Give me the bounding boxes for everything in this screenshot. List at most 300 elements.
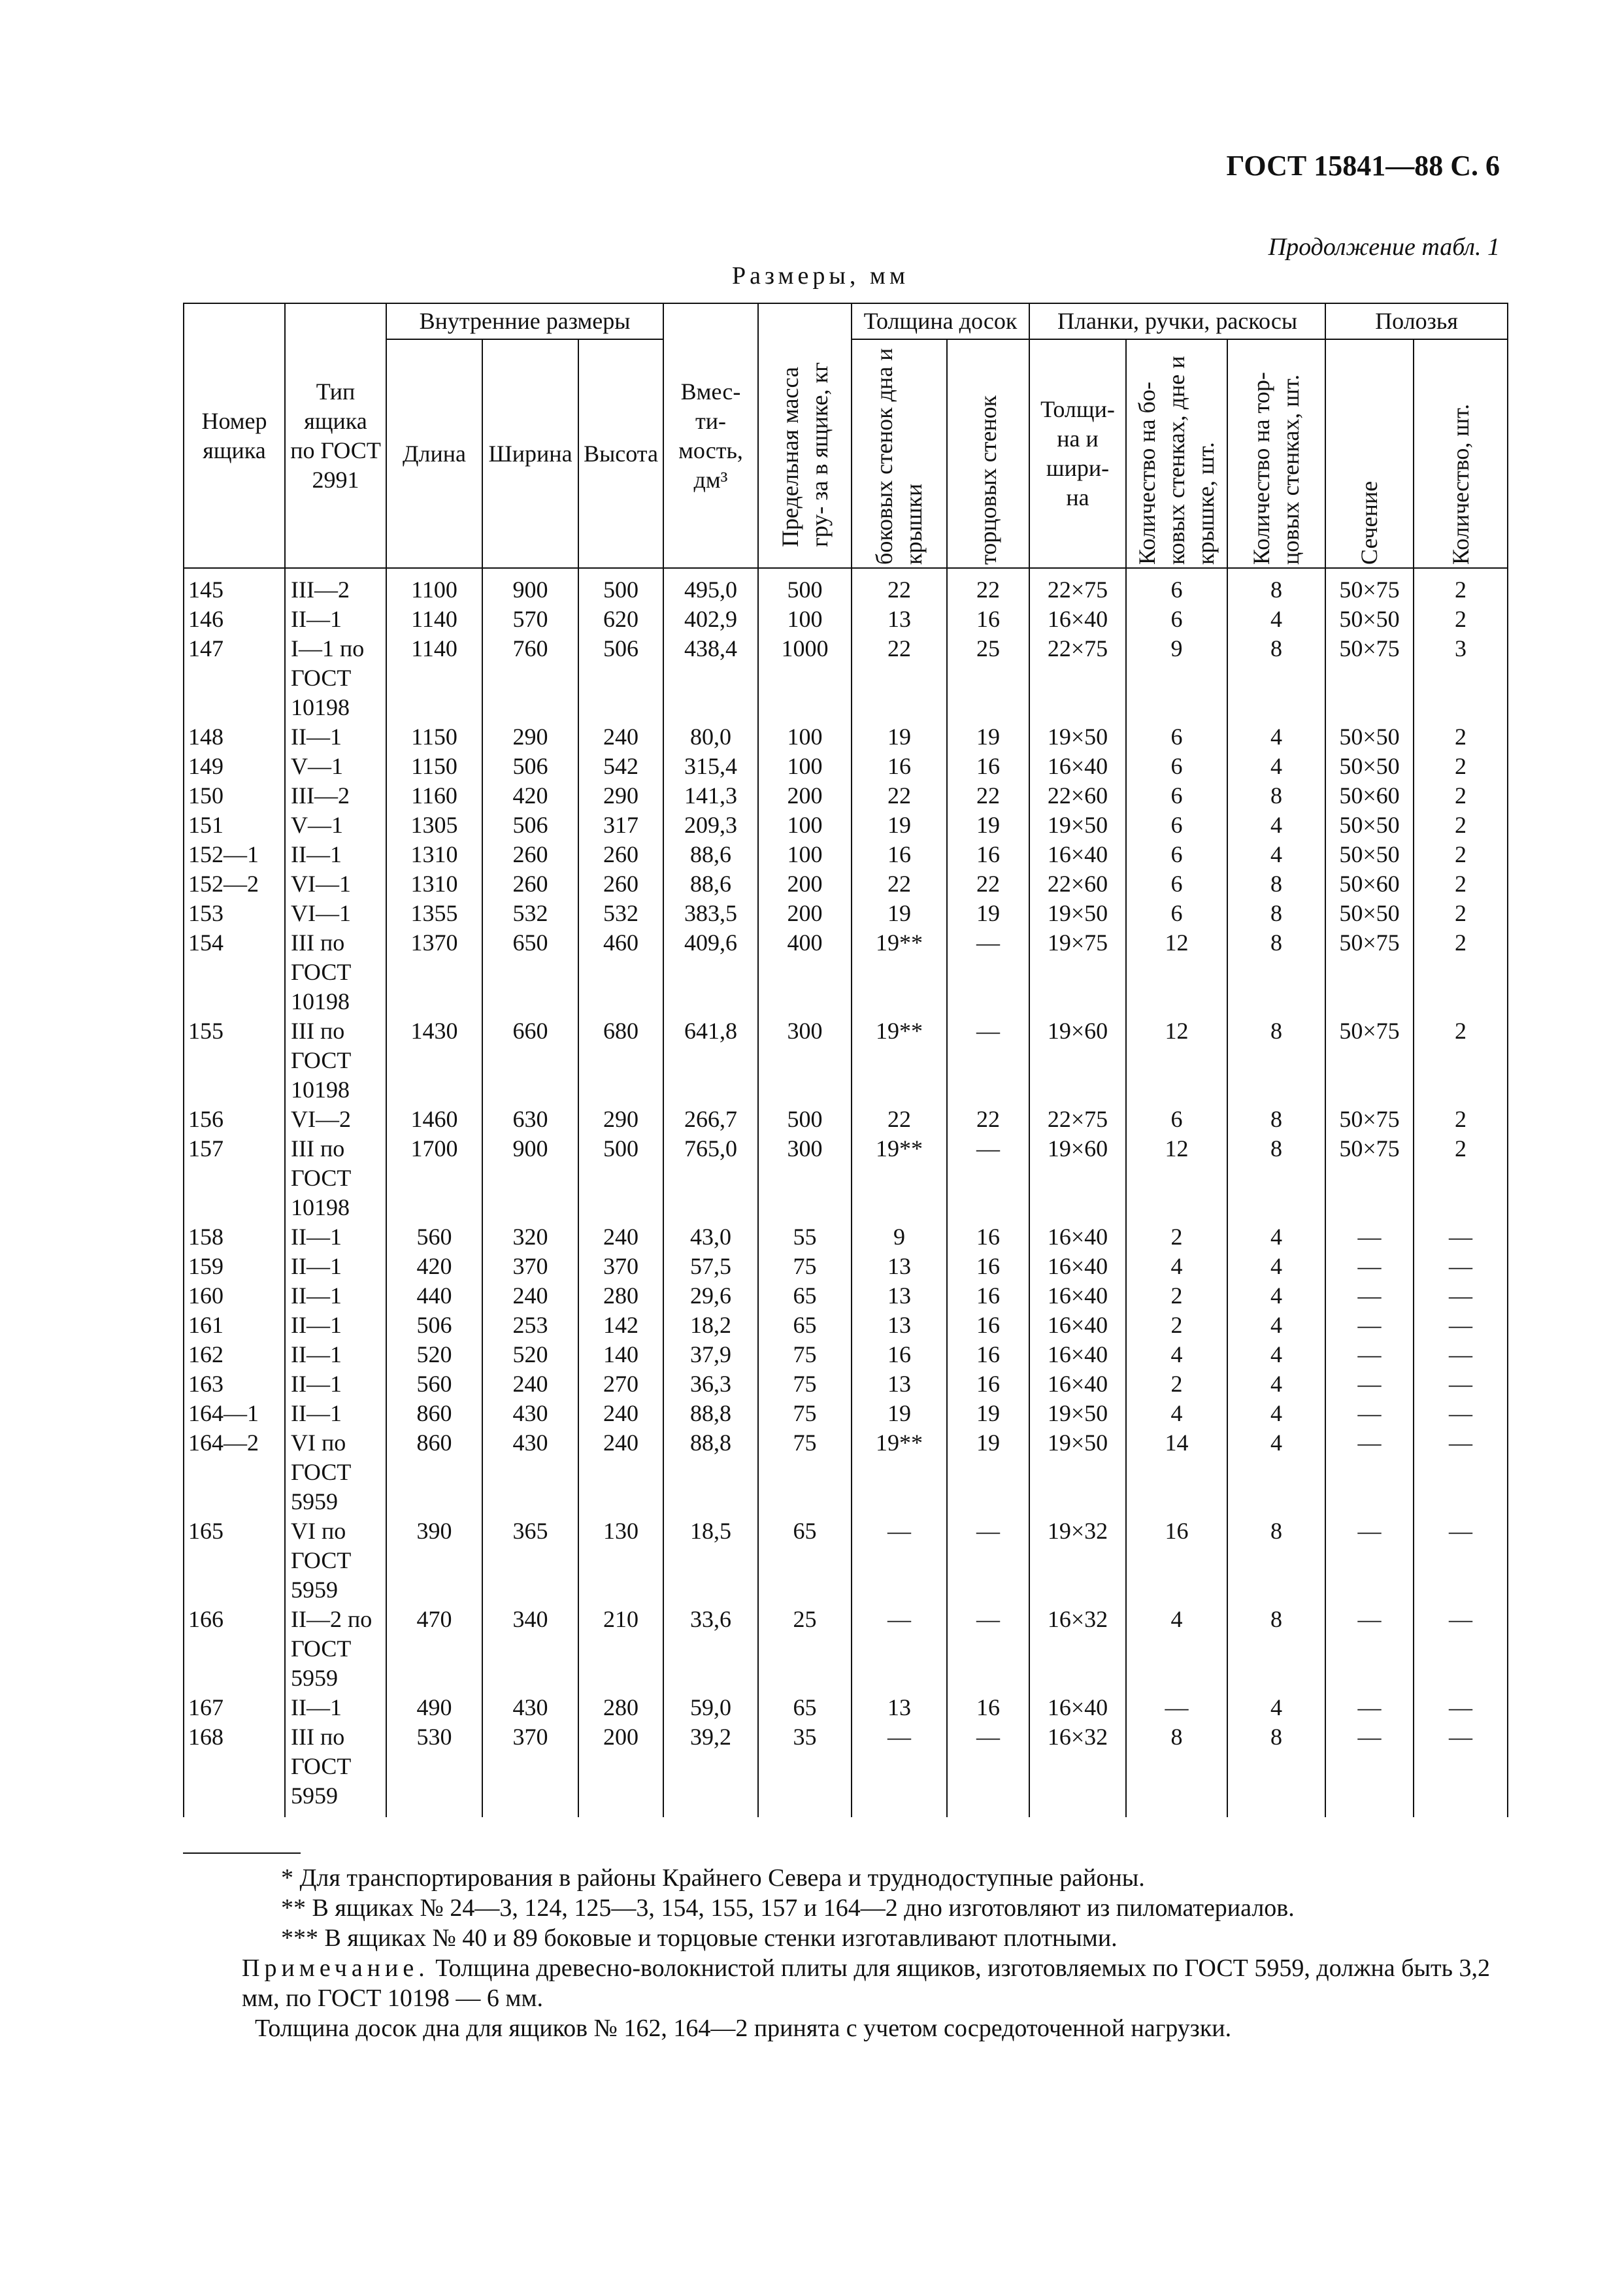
cell-max-mass: 65 [758, 1311, 852, 1340]
cell-qty-end: 4 [1227, 1222, 1325, 1252]
cell-skid-qty: — [1414, 1428, 1508, 1516]
cell-skid-section: — [1325, 1516, 1414, 1605]
cell-length: 520 [386, 1340, 482, 1369]
cell-skid-section: 50×50 [1325, 752, 1414, 781]
cell-qty-side: 6 [1126, 840, 1227, 869]
cell-end-boards: — [947, 1516, 1029, 1605]
cell-capacity: 88,6 [663, 869, 758, 899]
cell-skid-qty: 3 [1414, 634, 1508, 722]
cell-height: 260 [578, 869, 663, 899]
cell-skid-section: 50×60 [1325, 781, 1414, 811]
cell-qty-side: 4 [1126, 1399, 1227, 1428]
footnote-rule [183, 1852, 301, 1854]
cell-side-boards: 22 [852, 869, 947, 899]
cell-qty-side: 14 [1126, 1428, 1227, 1516]
cell-qty-side: 4 [1126, 1605, 1227, 1693]
table-row [184, 568, 1508, 605]
cell-slat-size: 16×40 [1029, 1281, 1126, 1311]
cell-capacity: 36,3 [663, 1369, 758, 1399]
cell-skid-section: — [1325, 1340, 1414, 1369]
header-skid-qty [1414, 339, 1508, 568]
cell-box-number: 165 [184, 1516, 285, 1605]
cell-skid-qty: — [1414, 1605, 1508, 1693]
cell-qty-end: 4 [1227, 1340, 1325, 1369]
cell-qty-end: 4 [1227, 722, 1325, 752]
cell-skid-qty: 2 [1414, 1105, 1508, 1134]
cell-height: 280 [578, 1693, 663, 1722]
cell-skid-qty: — [1414, 1311, 1508, 1340]
cell-max-mass: 75 [758, 1399, 852, 1428]
cell-max-mass: 65 [758, 1516, 852, 1605]
cell-max-mass: 75 [758, 1369, 852, 1399]
table-continuation: Продолжение табл. 1 [1268, 233, 1500, 261]
header-box-type: Тип ящика по ГОСТ 2991 [285, 303, 386, 568]
note-label: Примечание. [242, 1954, 429, 1982]
cell-length: 1150 [386, 722, 482, 752]
cell-end-boards: 25 [947, 634, 1029, 722]
cell-box-number: 167 [184, 1693, 285, 1722]
cell-capacity: 641,8 [663, 1016, 758, 1105]
cell-end-boards: 19 [947, 899, 1029, 928]
cell-width: 320 [482, 1222, 578, 1252]
cell-length: 1700 [386, 1134, 482, 1222]
header-box-number: Номер ящика [184, 303, 285, 568]
cell-skid-section: 50×75 [1325, 568, 1414, 605]
cell-box-type: II—1 [285, 1369, 386, 1399]
cell-qty-side: 12 [1126, 1016, 1227, 1105]
cell-skid-section: 50×50 [1325, 899, 1414, 928]
cell-qty-end: 8 [1227, 1134, 1325, 1222]
cell-box-type: III—2 [285, 781, 386, 811]
cell-box-type: III—2 [285, 568, 386, 605]
table-row [184, 1516, 1508, 1605]
cell-skid-qty: — [1414, 1281, 1508, 1311]
cell-box-type: V—1 [285, 752, 386, 781]
cell-box-number: 147 [184, 634, 285, 722]
cell-box-number: 155 [184, 1016, 285, 1105]
cell-qty-side: 2 [1126, 1369, 1227, 1399]
cell-skid-section: 50×75 [1325, 1134, 1414, 1222]
cell-side-boards: 22 [852, 1105, 947, 1134]
cell-box-type: III по ГОСТ 10198 [285, 1134, 386, 1222]
cell-length: 1310 [386, 840, 482, 869]
cell-skid-section: — [1325, 1722, 1414, 1817]
cell-box-type: VI—1 [285, 899, 386, 928]
header-height: Высота [578, 339, 663, 568]
cell-length: 1370 [386, 928, 482, 1016]
cell-width: 260 [482, 840, 578, 869]
cell-slat-size: 19×50 [1029, 811, 1126, 840]
cell-slat-size: 19×50 [1029, 899, 1126, 928]
cell-side-boards: 13 [852, 1252, 947, 1281]
cell-skid-qty: 2 [1414, 869, 1508, 899]
header-slat-size: Толщи- на и шири- на [1029, 339, 1126, 568]
cell-box-number: 152—1 [184, 840, 285, 869]
cell-slat-size: 16×40 [1029, 1693, 1126, 1722]
table-row [184, 899, 1508, 928]
cell-width: 430 [482, 1428, 578, 1516]
cell-max-mass: 100 [758, 840, 852, 869]
cell-side-boards: 19** [852, 1134, 947, 1222]
cell-qty-end: 4 [1227, 1693, 1325, 1722]
cell-skid-qty: 2 [1414, 605, 1508, 634]
footnote-1: * Для транспортирования в районы Крайнего Севера и труднодоступные районы. [281, 1864, 1145, 1892]
cell-width: 506 [482, 811, 578, 840]
cell-height: 460 [578, 928, 663, 1016]
header-end-boards-text: торцовых стенок [974, 395, 1001, 565]
table-row [184, 869, 1508, 899]
cell-slat-size: 19×60 [1029, 1016, 1126, 1105]
cell-capacity: 43,0 [663, 1222, 758, 1252]
cell-end-boards: 19 [947, 1428, 1029, 1516]
cell-height: 142 [578, 1311, 663, 1340]
cell-box-type: II—2 по ГОСТ 5959 [285, 1605, 386, 1693]
cell-max-mass: 300 [758, 1016, 852, 1105]
cell-box-number: 157 [184, 1134, 285, 1222]
cell-side-boards: — [852, 1516, 947, 1605]
cell-box-number: 166 [184, 1605, 285, 1693]
cell-side-boards: — [852, 1722, 947, 1817]
cell-box-number: 150 [184, 781, 285, 811]
cell-side-boards: 13 [852, 1693, 947, 1722]
cell-skid-qty: — [1414, 1399, 1508, 1428]
cell-height: 506 [578, 634, 663, 722]
cell-box-number: 163 [184, 1369, 285, 1399]
cell-box-number: 145 [184, 568, 285, 605]
cell-qty-side: 2 [1126, 1222, 1227, 1252]
cell-end-boards: 19 [947, 722, 1029, 752]
cell-max-mass: 75 [758, 1252, 852, 1281]
cell-end-boards: 16 [947, 1693, 1029, 1722]
cell-skid-qty: — [1414, 1516, 1508, 1605]
cell-end-boards: 16 [947, 752, 1029, 781]
cell-skid-qty: 2 [1414, 840, 1508, 869]
cell-qty-end: 8 [1227, 781, 1325, 811]
cell-capacity: 495,0 [663, 568, 758, 605]
cell-length: 1140 [386, 605, 482, 634]
cell-capacity: 266,7 [663, 1105, 758, 1134]
header-qty-side-text: Количество на бо- ковых стенках, дне и крышке, шт. [1134, 356, 1219, 565]
cell-width: 240 [482, 1369, 578, 1399]
cell-height: 317 [578, 811, 663, 840]
cell-end-boards: 16 [947, 1369, 1029, 1399]
cell-width: 340 [482, 1605, 578, 1693]
table-row [184, 928, 1508, 1016]
header-qty-end [1227, 339, 1325, 568]
cell-height: 370 [578, 1252, 663, 1281]
doc-reference: ГОСТ 15841—88 С. 6 [1226, 150, 1500, 182]
cell-side-boards: 16 [852, 840, 947, 869]
cell-max-mass: 65 [758, 1693, 852, 1722]
cell-end-boards: 16 [947, 1340, 1029, 1369]
cell-height: 240 [578, 1428, 663, 1516]
cell-box-number: 164—2 [184, 1428, 285, 1516]
cell-qty-end: 4 [1227, 840, 1325, 869]
cell-max-mass: 55 [758, 1222, 852, 1252]
table-row [184, 781, 1508, 811]
cell-skid-section: — [1325, 1605, 1414, 1693]
cell-capacity: 29,6 [663, 1281, 758, 1311]
cell-side-boards: 19 [852, 1399, 947, 1428]
table-row [184, 1311, 1508, 1340]
cell-skid-section: 50×75 [1325, 1016, 1414, 1105]
cell-width: 900 [482, 1134, 578, 1222]
cell-skid-qty: — [1414, 1722, 1508, 1817]
cell-slat-size: 16×40 [1029, 1340, 1126, 1369]
header-inner-sizes: Внутренние размеры [386, 303, 663, 339]
cell-slat-size: 19×50 [1029, 1399, 1126, 1428]
note-text: Толщина древесно-волокнистой плиты для ящиков, изготовляемых по ГОСТ 5959, должна быть 3,2 мм, по ГОСТ 10198 — 6 мм. [242, 1954, 1490, 2012]
cell-height: 500 [578, 1134, 663, 1222]
cell-qty-end: 8 [1227, 1605, 1325, 1693]
cell-qty-side: 6 [1126, 781, 1227, 811]
table-row [184, 1722, 1508, 1817]
cell-skid-qty: 2 [1414, 1016, 1508, 1105]
cell-box-type: II—1 [285, 1311, 386, 1340]
cell-max-mass: 100 [758, 605, 852, 634]
cell-slat-size: 22×75 [1029, 1105, 1126, 1134]
header-max-mass [758, 303, 852, 568]
cell-slat-size: 19×32 [1029, 1516, 1126, 1605]
cell-max-mass: 75 [758, 1428, 852, 1516]
cell-side-boards: 19 [852, 899, 947, 928]
cell-qty-end: 4 [1227, 1311, 1325, 1340]
cell-height: 140 [578, 1340, 663, 1369]
cell-width: 900 [482, 568, 578, 605]
cell-qty-side: 6 [1126, 1105, 1227, 1134]
cell-box-number: 168 [184, 1722, 285, 1817]
cell-box-number: 152—2 [184, 869, 285, 899]
cell-slat-size: 16×40 [1029, 1252, 1126, 1281]
cell-side-boards: 13 [852, 1369, 947, 1399]
cell-box-type: I—1 по ГОСТ 10198 [285, 634, 386, 722]
cell-capacity: 88,6 [663, 840, 758, 869]
cell-width: 760 [482, 634, 578, 722]
cell-qty-end: 8 [1227, 1105, 1325, 1134]
cell-skid-section: — [1325, 1369, 1414, 1399]
cell-length: 860 [386, 1428, 482, 1516]
cell-box-number: 161 [184, 1311, 285, 1340]
cell-skid-section: — [1325, 1399, 1414, 1428]
cell-max-mass: 100 [758, 811, 852, 840]
cell-end-boards: 22 [947, 869, 1029, 899]
cell-qty-end: 4 [1227, 811, 1325, 840]
cell-skid-section: 50×60 [1325, 869, 1414, 899]
cell-length: 530 [386, 1722, 482, 1817]
table-row [184, 605, 1508, 634]
cell-width: 290 [482, 722, 578, 752]
cell-height: 200 [578, 1722, 663, 1817]
cell-box-type: II—1 [285, 840, 386, 869]
cell-width: 260 [482, 869, 578, 899]
cell-height: 260 [578, 840, 663, 869]
cell-box-number: 162 [184, 1340, 285, 1369]
cell-box-type: II—1 [285, 1693, 386, 1722]
cell-width: 365 [482, 1516, 578, 1605]
table-row [184, 1281, 1508, 1311]
cell-width: 660 [482, 1016, 578, 1105]
cell-slat-size: 16×40 [1029, 1369, 1126, 1399]
header-board-thickness: Толщина досок [852, 303, 1029, 339]
cell-length: 560 [386, 1369, 482, 1399]
cell-side-boards: 19** [852, 1016, 947, 1105]
cell-box-type: III по ГОСТ 10198 [285, 928, 386, 1016]
cell-skid-qty: 2 [1414, 752, 1508, 781]
cell-skid-section: 50×75 [1325, 928, 1414, 1016]
table-row [184, 1340, 1508, 1369]
cell-max-mass: 500 [758, 1105, 852, 1134]
cell-qty-side: 6 [1126, 899, 1227, 928]
table-row [184, 634, 1508, 722]
cell-capacity: 37,9 [663, 1340, 758, 1369]
units-caption: Размеры, мм [732, 262, 910, 290]
cell-capacity: 315,4 [663, 752, 758, 781]
cell-skid-section: — [1325, 1252, 1414, 1281]
table-row [184, 811, 1508, 840]
header-side-boards [852, 339, 947, 568]
cell-skid-qty: 2 [1414, 1134, 1508, 1222]
cell-qty-side: 12 [1126, 1134, 1227, 1222]
cell-skid-qty: 2 [1414, 928, 1508, 1016]
cell-side-boards: 16 [852, 1340, 947, 1369]
cell-box-type: II—1 [285, 1399, 386, 1428]
cell-length: 490 [386, 1693, 482, 1722]
cell-capacity: 18,5 [663, 1516, 758, 1605]
cell-length: 1310 [386, 869, 482, 899]
cell-width: 520 [482, 1340, 578, 1369]
footnotes [183, 1863, 1494, 2043]
cell-side-boards: 9 [852, 1222, 947, 1252]
cell-qty-side: 6 [1126, 722, 1227, 752]
cell-length: 1355 [386, 899, 482, 928]
cell-qty-side: 8 [1126, 1722, 1227, 1817]
cell-box-type: II—1 [285, 1281, 386, 1311]
cell-box-type: III по ГОСТ 10198 [285, 1016, 386, 1105]
cell-capacity: 80,0 [663, 722, 758, 752]
cell-capacity: 88,8 [663, 1399, 758, 1428]
header-capacity: Вмес- ти- мость, дм³ [663, 303, 758, 568]
cell-end-boards: — [947, 1605, 1029, 1693]
cell-skid-qty: 2 [1414, 722, 1508, 752]
cell-box-number: 146 [184, 605, 285, 634]
table-row [184, 1369, 1508, 1399]
cell-qty-side: 6 [1126, 568, 1227, 605]
cell-qty-end: 4 [1227, 1252, 1325, 1281]
cell-box-number: 148 [184, 722, 285, 752]
cell-height: 542 [578, 752, 663, 781]
header-slats: Планки, ручки, раскосы [1029, 303, 1325, 339]
cell-qty-end: 8 [1227, 634, 1325, 722]
cell-side-boards: — [852, 1605, 947, 1693]
cell-box-number: 158 [184, 1222, 285, 1252]
cell-height: 210 [578, 1605, 663, 1693]
header-max-mass-text: Предельная масса гру- за в ящике, кг [776, 361, 833, 547]
cell-width: 506 [482, 752, 578, 781]
cell-skid-qty: 2 [1414, 811, 1508, 840]
cell-qty-side: 4 [1126, 1340, 1227, 1369]
cell-qty-end: 4 [1227, 605, 1325, 634]
cell-skid-qty: 2 [1414, 781, 1508, 811]
cell-qty-end: 4 [1227, 1399, 1325, 1428]
cell-capacity: 402,9 [663, 605, 758, 634]
cell-length: 1140 [386, 634, 482, 722]
header-skids: Полозья [1325, 303, 1508, 339]
table-body [184, 568, 1508, 1817]
cell-qty-end: 8 [1227, 899, 1325, 928]
cell-width: 253 [482, 1311, 578, 1340]
cell-qty-side: 4 [1126, 1252, 1227, 1281]
cell-length: 860 [386, 1399, 482, 1428]
cell-box-type: II—1 [285, 605, 386, 634]
cell-qty-side: — [1126, 1693, 1227, 1722]
cell-max-mass: 500 [758, 568, 852, 605]
cell-side-boards: 19** [852, 1428, 947, 1516]
table-row [184, 1134, 1508, 1222]
cell-box-type: VI—1 [285, 869, 386, 899]
cell-max-mass: 65 [758, 1281, 852, 1311]
header-section [1325, 339, 1414, 568]
cell-height: 280 [578, 1281, 663, 1311]
cell-qty-side: 9 [1126, 634, 1227, 722]
cell-end-boards: 19 [947, 1399, 1029, 1428]
header-length: Длина [386, 339, 482, 568]
cell-side-boards: 19 [852, 722, 947, 752]
cell-qty-side: 6 [1126, 605, 1227, 634]
cell-box-type: II—1 [285, 1252, 386, 1281]
cell-capacity: 409,6 [663, 928, 758, 1016]
cell-skid-section: 50×50 [1325, 840, 1414, 869]
header-width: Ширина [482, 339, 578, 568]
cell-qty-side: 2 [1126, 1311, 1227, 1340]
cell-end-boards: — [947, 1016, 1029, 1105]
cell-length: 1100 [386, 568, 482, 605]
cell-slat-size: 22×75 [1029, 568, 1126, 605]
cell-capacity: 765,0 [663, 1134, 758, 1222]
cell-height: 680 [578, 1016, 663, 1105]
table-row [184, 1252, 1508, 1281]
cell-slat-size: 16×40 [1029, 1222, 1126, 1252]
cell-skid-qty: 2 [1414, 899, 1508, 928]
cell-skid-section: — [1325, 1222, 1414, 1252]
cell-box-type: II—1 [285, 722, 386, 752]
cell-end-boards: 22 [947, 568, 1029, 605]
cell-capacity: 33,6 [663, 1605, 758, 1693]
cell-height: 270 [578, 1369, 663, 1399]
cell-side-boards: 22 [852, 568, 947, 605]
cell-qty-side: 6 [1126, 752, 1227, 781]
cell-skid-qty: — [1414, 1369, 1508, 1399]
cell-height: 290 [578, 1105, 663, 1134]
cell-qty-end: 4 [1227, 752, 1325, 781]
table-row [184, 1222, 1508, 1252]
cell-max-mass: 1000 [758, 634, 852, 722]
cell-box-number: 151 [184, 811, 285, 840]
cell-skid-section: — [1325, 1311, 1414, 1340]
boxes-table [183, 303, 1508, 1817]
cell-width: 630 [482, 1105, 578, 1134]
table-row [184, 840, 1508, 869]
cell-height: 290 [578, 781, 663, 811]
cell-length: 390 [386, 1516, 482, 1605]
cell-qty-side: 6 [1126, 811, 1227, 840]
cell-skid-section: — [1325, 1281, 1414, 1311]
cell-length: 420 [386, 1252, 482, 1281]
cell-box-number: 160 [184, 1281, 285, 1311]
cell-height: 240 [578, 1399, 663, 1428]
cell-box-type: VI—2 [285, 1105, 386, 1134]
table-row [184, 752, 1508, 781]
cell-side-boards: 22 [852, 634, 947, 722]
